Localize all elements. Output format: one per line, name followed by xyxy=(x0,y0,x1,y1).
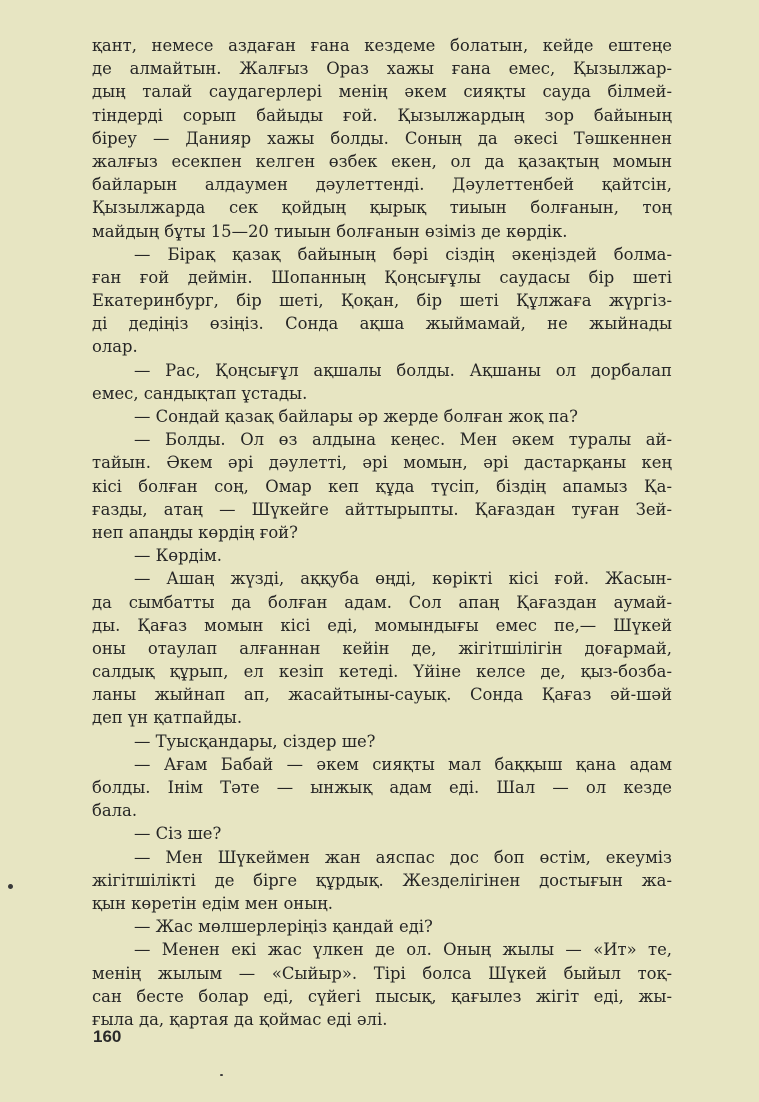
text-line: сан бесте болар еді, сүйегі пысық, қағылез жігіт еді, жы- xyxy=(92,986,672,1006)
text-line: тіндерді сорып байыды ғой. Қызылжардың зор байының xyxy=(92,105,672,125)
text-line: — Туысқандары, сіздер ше? xyxy=(134,731,376,751)
text-line: — Жас мөлшерлеріңіз қандай еді? xyxy=(134,917,433,937)
text-line: ғазды, атаң — Шүкейге айттырыпты. Қағаздан туған Зей- xyxy=(92,499,672,519)
text-line: — Сіз ше? xyxy=(134,824,222,844)
text-line: майдың бұты 15—20 тиыын болғанын өзіміз де көрдік. xyxy=(92,221,568,241)
text-line: — Сондай қазақ байлары әр жерде болған жоқ па? xyxy=(134,407,578,426)
text-line: менің жылым — «Сыйыр». Тірі болса Шүкей быйыл тоқ- xyxy=(92,963,672,983)
text-line: неп апаңды көрдің ғой? xyxy=(92,522,298,542)
text-line: ғыла да, қартая да қоймас еді әлі. xyxy=(92,1009,388,1029)
text-line: деп үн қатпайды. xyxy=(92,708,243,728)
text-line: ді дедіңіз өзіңіз. Сонда ақша жыймамай, не жыйнады xyxy=(92,314,672,334)
text-line: болды. Інім Тәте — ынжық адам еді. Шал — ол кезде xyxy=(92,778,672,797)
text-line: жігітшілікті де бірге құрдық. Жезделігінен достығын жа- xyxy=(92,870,672,890)
text-line: — Ашаң жүзді, аққуба өңді, көрікті кісі ғой. Жасын- xyxy=(134,569,672,589)
text-line: да сымбатты да болған адам. Сол апаң Қағаздан аумай- xyxy=(92,592,672,612)
text-line: ланы жыйнап ап, жасайтыны-сауық. Сонда Қағаз әй-шәй xyxy=(92,685,672,705)
text-line: — Ағам Бабай — әкем сияқты мал баққыш қана адам xyxy=(134,754,672,774)
text-line: Екатеринбург, бір шеті, Қоқан, бір шеті Құлжаға жүргіз- xyxy=(92,291,672,311)
page-number: 160 xyxy=(93,1027,122,1046)
text-line: — Бірақ қазақ байының бәрі сіздің әкеңіздей болма- xyxy=(134,244,672,264)
text-line: қын көретін едім мен оның. xyxy=(92,893,333,913)
scan-speck xyxy=(220,1074,223,1076)
text-line: де алмайтын. Жалғыз Ораз хажы ғана емес, Қызылжар- xyxy=(92,59,672,79)
text-line: ды. Қағаз момын кісі еді, момындығы емес пе,— Шүкей xyxy=(92,615,672,635)
text-line: — Көрдім. xyxy=(134,546,222,566)
text-line: жалғыз есекпен келген өзбек екен, ол да қазақтың момын xyxy=(92,151,672,171)
text-line: — Болды. Ол өз алдына кеңес. Мен әкем туралы ай- xyxy=(134,430,672,450)
text-line: — Мен Шүкеймен жан аяспас дос боп өстім, екеуміз xyxy=(134,847,672,867)
text-line: біреу — Данияр хажы болды. Соның да әкесі Тәшкеннен xyxy=(92,128,672,148)
text-line: бала. xyxy=(92,801,138,821)
text-line: ған ғой деймін. Шопанның Қоңсығұлы саудасы бір шеті xyxy=(92,267,672,287)
text-line: қант, немесе аздаған ғана кездеме болатын, кейде ештеңе xyxy=(92,36,672,55)
text-line: кісі болған соң, Омар кеп құда түсіп, біздің апамыз Қа- xyxy=(92,476,672,496)
text-line: оны отаулап алғаннан кейін де, жігітшілігін доғармай, xyxy=(92,638,672,658)
body-text xyxy=(92,34,672,1031)
text-line: дың талай саудагерлері менің әкем сияқты сауда білмей- xyxy=(92,82,672,102)
text-line: тайын. Әкем әрі дәулетті, әрі момын, әрі дастарқаны кең xyxy=(92,453,672,473)
scan-speck xyxy=(8,884,13,889)
text-line: емес, сандықтап ұстады. xyxy=(92,383,308,403)
text-line: байларын алдаумен дәулеттенді. Дәулеттенбей қайтсін, xyxy=(92,175,672,195)
text-line: — Менен екі жас үлкен де ол. Оның жылы — «Ит» те, xyxy=(134,940,672,960)
text-line: олар. xyxy=(92,337,138,357)
text-line: Қызылжарда сек қойдың қырық тиыын болғанын, тоң xyxy=(92,198,672,218)
text-line: салдық құрып, ел кезіп кетеді. Үйіне келсе де, қыз-бозба- xyxy=(92,662,672,682)
text-line: — Рас, Қоңсығұл ақшалы болды. Ақшаны ол дорбалап xyxy=(134,360,672,380)
